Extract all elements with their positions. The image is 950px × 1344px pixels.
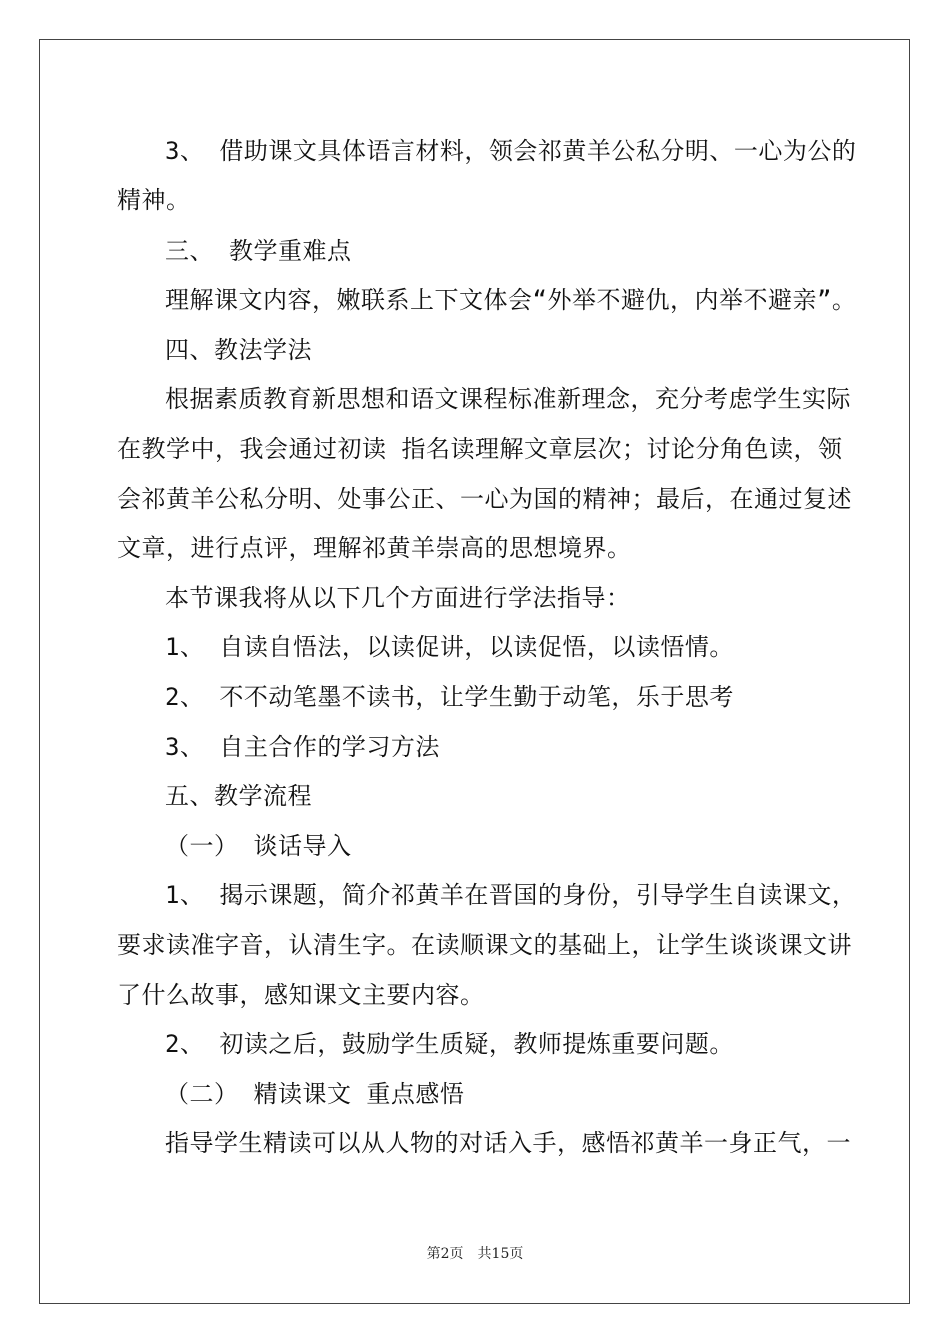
text-line: 3、 借助课文具体语言材料，领会祁黄羊公私分明、一心为公的 [165,137,857,165]
text-line: 在教学中，我会通过初读 指名读理解文章层次；讨论分角色读，领 [117,435,843,463]
subsection-heading: （一） 谈话导入 [165,832,352,860]
list-item: 1、 揭示课题，简介祁黄羊在晋国的身份，引导学生自读课文， [165,881,857,909]
text-line: 了什么故事，感知课文主要内容。 [117,981,485,1009]
subsection-heading: （二） 精读课文 重点感悟 [165,1080,465,1108]
text-line: 本节课我将从以下几个方面进行学法指导： [165,584,631,612]
list-item: 1、 自读自悟法，以读促讲，以读促悟，以读悟情。 [165,633,734,661]
text-line: 要求读准字音，认清生字。在读顺课文的基础上，让学生谈谈课文讲 [117,931,852,959]
text-line: 会祁黄羊公私分明、处事公正、一心为国的精神；最后，在通过复述 [117,485,852,513]
text-line: 精神。 [117,186,191,214]
text-line: 指导学生精读可以从人物的对话入手，感悟祁黄羊一身正气，一 [165,1129,851,1157]
list-item: 2、 初读之后，鼓励学生质疑，教师提炼重要问题。 [165,1030,734,1058]
section-heading: 三、 教学重难点 [165,237,352,265]
list-item: 3、 自主合作的学习方法 [165,733,440,761]
list-item: 2、 不不动笔墨不读书，让学生勤于动笔，乐于思考 [165,683,734,711]
text-line: 文章，进行点评，理解祁黄羊崇高的思想境界。 [117,534,632,562]
section-heading: 五、教学流程 [165,782,312,810]
text-line: 理解课文内容，嫩联系上下文体会“外举不避仇，内举不避亲”。 [165,286,857,314]
section-heading: 四、教法学法 [165,336,312,364]
text-line: 根据素质教育新思想和语文课程标准新理念，充分考虑学生实际 [165,385,851,413]
page-number-footer: 第2页 共15页 [426,1246,524,1262]
page-border [39,39,910,1304]
